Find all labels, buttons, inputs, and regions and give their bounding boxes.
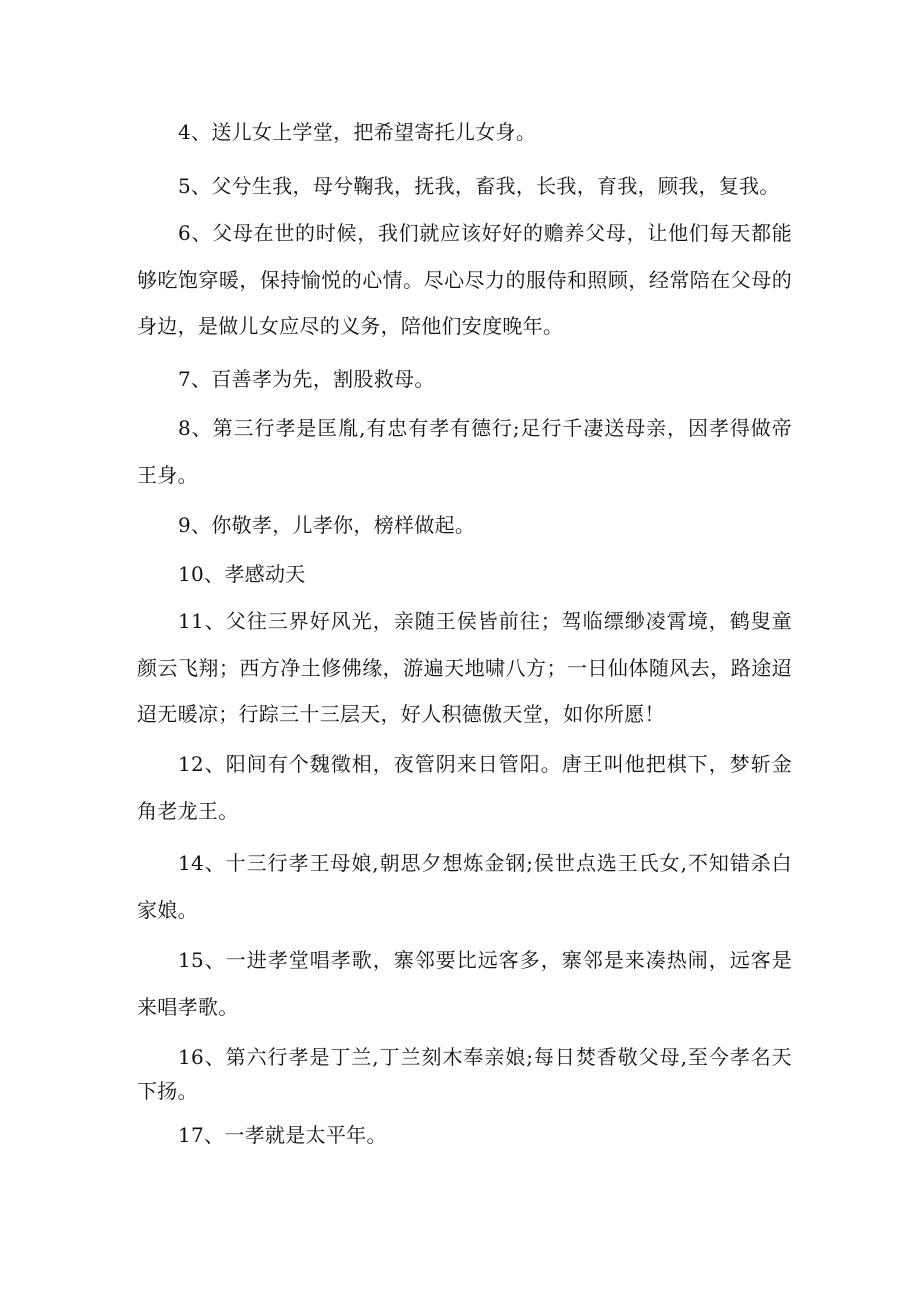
paragraph-11: 11、父往三界好风光，亲随王侯皆前往；驾临缥缈凌霄境，鹤叟童颜云飞翔；西方净土修佛缘，游遍天地啸八方；一日仙体随风去，路途迢迢无暖凉；行踪三十三层天，好人积德傲天堂，如你所愿！ (137, 609, 792, 726)
paragraph-16: 16、第六行孝是丁兰,丁兰刻木奉亲娘;每日焚香敬父母,至今孝名天下扬。 (137, 1045, 792, 1103)
paragraph-7: 7、百善孝为先，割股救母。 (178, 367, 435, 391)
paragraph-4: 4、送儿女上学堂，把希望寄托儿女身。 (178, 120, 537, 144)
paragraph-9: 9、你敬孝，儿孝你，榜样做起。 (178, 513, 476, 537)
paragraph-6: 6、父母在世的时候，我们就应该好好的赡养父母，让他们每天都能够吃饱穿暖，保持愉悦的心情。尽心尽力的服侍和照顾，经常陪在父母的身边，是做儿女应尽的义务，陪他们安度晚年。 (137, 221, 792, 338)
paragraph-14: 14、十三行孝王母娘,朝思夕想炼金钢;侯世点选王氏女,不知错杀白家娘。 (137, 851, 792, 922)
paragraph-10: 10、孝感动天 (178, 562, 306, 586)
paragraph-15: 15、一进孝堂唱孝歌，寨邻要比远客多，寨邻是来凑热闹，远客是来唱孝歌。 (137, 948, 792, 1019)
paragraph-8: 8、第三行孝是匡胤,有忠有孝有德行;足行千凄送母亲，因孝得做帝王身。 (137, 416, 792, 487)
paragraph-17: 17、一孝就是太平年。 (178, 1123, 387, 1147)
paragraph-12: 12、阳间有个魏徵相，夜管阴来日管阳。唐王叫他把棋下，梦斩金角老龙王。 (137, 752, 792, 823)
paragraph-5: 5、父兮生我，母兮鞠我，抚我，畜我，长我，育我，顾我，复我。 (178, 174, 780, 198)
